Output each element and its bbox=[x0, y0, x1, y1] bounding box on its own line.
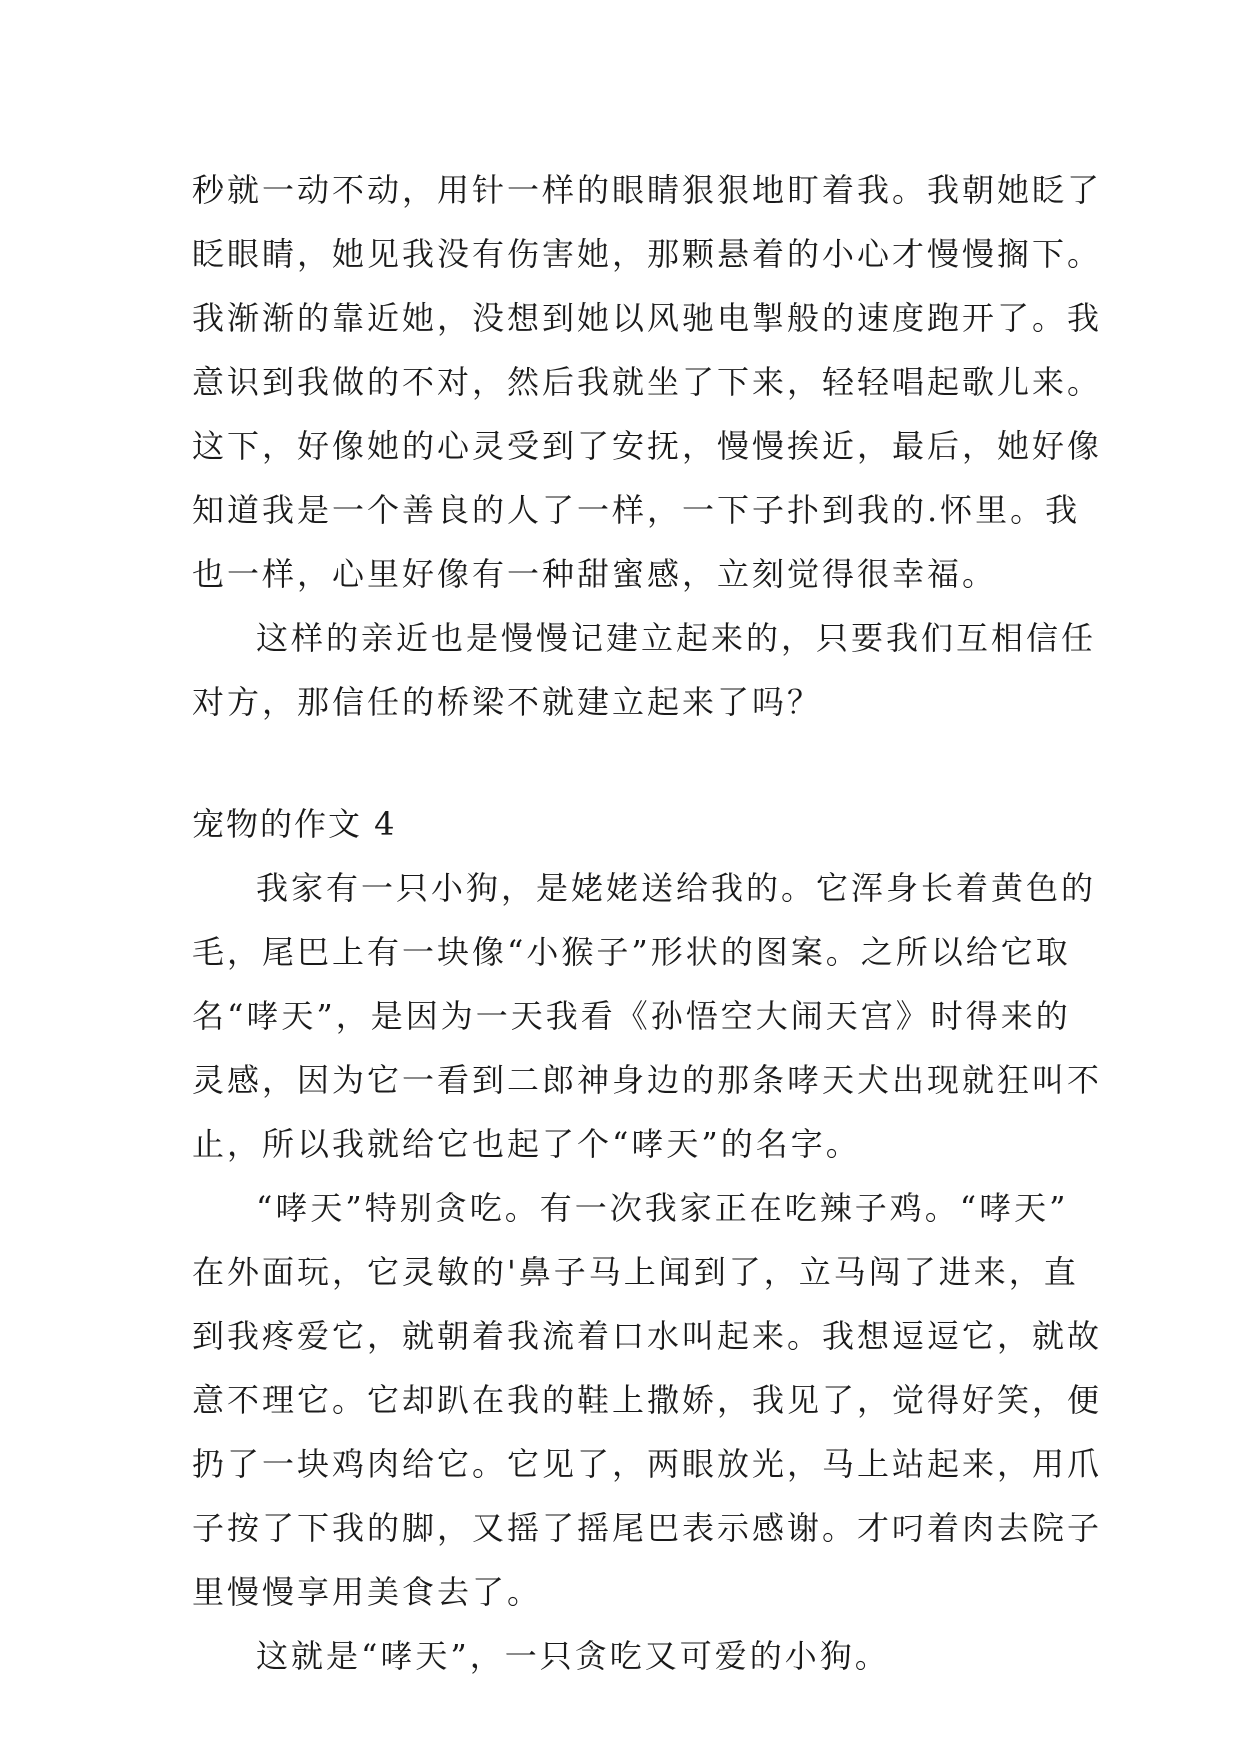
paragraph-first-line: 这就是“哮天”，一只贪吃又可爱的小狗。 bbox=[256, 1637, 890, 1675]
text-line: 这下，好像她的心灵受到了安抚，慢慢挨近，最后，她好像 bbox=[192, 427, 1103, 465]
section-title: 宠物的作文 4 bbox=[192, 805, 397, 843]
text-line: 到我疼爱它，就朝着我流着口水叫起来。我想逗逗它，就故 bbox=[192, 1317, 1103, 1355]
text-line: 我渐渐的靠近她，没想到她以风驰电掣般的速度跑开了。我 bbox=[192, 299, 1103, 337]
text-line: 里慢慢享用美食去了。 bbox=[192, 1573, 543, 1611]
text-line: 止，所以我就给它也起了个“哮天”的名字。 bbox=[192, 1125, 861, 1163]
text-line: 对方，那信任的桥梁不就建立起来了吗？ bbox=[192, 683, 823, 721]
text-line: 在外面玩，它灵敏的'鼻子马上闻到了，立马闯了进来，直 bbox=[192, 1253, 1079, 1291]
paragraph-first-line: 这样的亲近也是慢慢记建立起来的，只要我们互相信任 bbox=[256, 619, 1097, 657]
text-line: 名“哮天”，是因为一天我看《孙悟空大闹天宫》时得来的 bbox=[192, 997, 1071, 1035]
text-line: 眨眼睛，她见我没有伤害她，那颗悬着的小心才慢慢搁下。 bbox=[192, 235, 1103, 273]
document-body bbox=[192, 158, 1103, 1688]
text-line: 秒就一动不动，用针一样的眼睛狠狠地盯着我。我朝她眨了 bbox=[192, 171, 1103, 209]
section-gap bbox=[192, 734, 1072, 792]
text-line: 意不理它。它却趴在我的鞋上撒娇，我见了，觉得好笑，便 bbox=[192, 1381, 1103, 1419]
paragraph-first-line: “哮天”特别贪吃。有一次我家正在吃辣子鸡。“哮天” bbox=[256, 1189, 1069, 1227]
text-line: 知道我是一个善良的人了一样，一下子扑到我的.怀里。我 bbox=[192, 491, 1081, 529]
text-line: 意识到我做的不对，然后我就坐了下来，轻轻唱起歌儿来。 bbox=[192, 363, 1103, 401]
text-line: 灵感，因为它一看到二郎神身边的那条哮天犬出现就狂叫不 bbox=[192, 1061, 1103, 1099]
paragraph-first-line: 我家有一只小狗，是姥姥送给我的。它浑身长着黄色的 bbox=[256, 869, 1097, 907]
text-line: 扔了一块鸡肉给它。它见了，两眼放光，马上站起来，用爪 bbox=[192, 1445, 1103, 1483]
text-line: 也一样，心里好像有一种甜蜜感，立刻觉得很幸福。 bbox=[192, 555, 998, 593]
text-line: 毛，尾巴上有一块像“小猴子”形状的图案。之所以给它取 bbox=[192, 933, 1071, 971]
text-line: 子按了下我的脚，又摇了摇尾巴表示感谢。才叼着肉去院子 bbox=[192, 1509, 1103, 1547]
